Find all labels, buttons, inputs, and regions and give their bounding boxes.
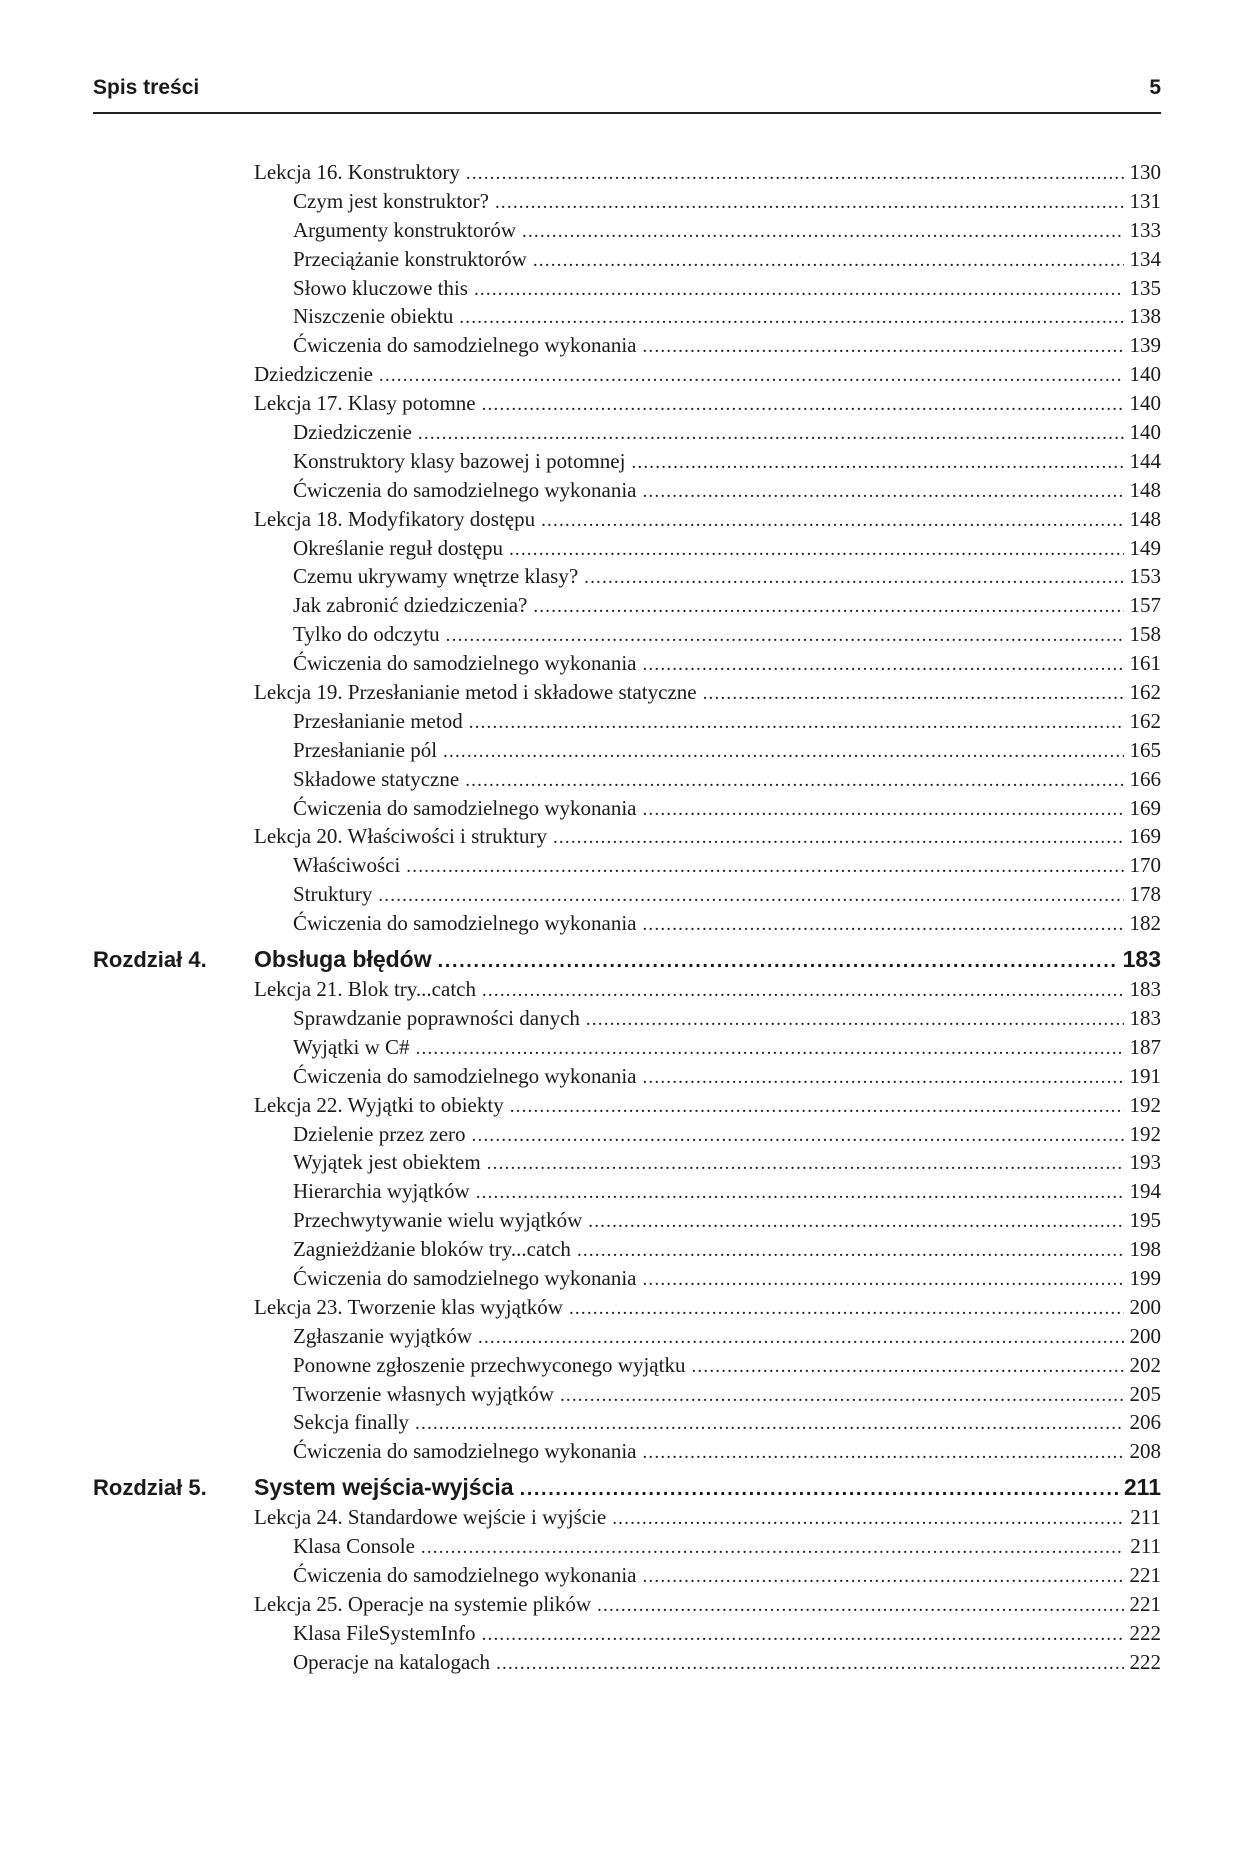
toc-entry-row xyxy=(93,765,1161,794)
dot-leader xyxy=(577,1237,1124,1266)
toc-page-number: 158 xyxy=(1129,622,1161,647)
toc-entry-row xyxy=(93,1532,1161,1561)
toc-page-number: 162 xyxy=(1129,680,1161,705)
toc-entry-title: Dzielenie przez zero xyxy=(293,1121,466,1146)
toc-entry-title: Niszczenie obiektu xyxy=(293,304,454,329)
toc-page-number: 211 xyxy=(1130,1534,1161,1559)
toc-entry-row xyxy=(93,187,1161,216)
toc-entry xyxy=(254,1472,1161,1505)
toc-page-number: 183 xyxy=(1129,977,1161,1002)
toc-entry-row xyxy=(93,591,1161,620)
toc-entry xyxy=(293,1206,1161,1237)
toc-entry-title: Ćwiczenia do samodzielnego wykonania xyxy=(293,795,637,820)
toc-entry-row xyxy=(93,331,1161,360)
dot-leader xyxy=(496,1650,1123,1679)
toc-entry-title: Klasa FileSystemInfo xyxy=(293,1620,476,1645)
toc-entry xyxy=(293,880,1161,911)
toc-entry xyxy=(293,909,1161,940)
toc-page-number: 169 xyxy=(1129,824,1161,849)
toc-entry xyxy=(293,1561,1161,1592)
dot-leader xyxy=(509,536,1124,565)
chapter-label: Rozdział 5. xyxy=(93,1475,207,1501)
toc-entry-title: Tworzenie własnych wyjątków xyxy=(293,1381,554,1406)
dot-leader xyxy=(495,189,1124,218)
toc-entry-title: Ćwiczenia do samodzielnego wykonania xyxy=(293,1439,637,1464)
table-of-contents xyxy=(93,158,1161,1677)
toc-page-number: 149 xyxy=(1129,535,1161,560)
toc-entry-row xyxy=(93,216,1161,245)
toc-entry-row xyxy=(93,1437,1161,1466)
toc-entry-row xyxy=(93,1503,1161,1532)
toc-entry-row xyxy=(93,1648,1161,1677)
toc-entry xyxy=(293,331,1161,362)
toc-entry-row xyxy=(93,1062,1161,1091)
toc-entry-title: Właściwości xyxy=(293,853,401,878)
dot-leader xyxy=(466,160,1124,189)
toc-entry-row xyxy=(93,851,1161,880)
toc-entry-title: Ćwiczenia do samodzielnego wykonania xyxy=(293,1265,637,1290)
toc-entry-title: System wejścia-wyjścia xyxy=(254,1474,514,1501)
toc-page-number: 140 xyxy=(1129,362,1161,387)
toc-entry-title: Przechwytywanie wielu wyjątków xyxy=(293,1208,583,1233)
dot-leader xyxy=(586,1006,1124,1035)
toc-entry xyxy=(293,1322,1161,1353)
toc-entry-title: Czym jest konstruktor? xyxy=(293,188,489,213)
toc-entry-row xyxy=(93,1408,1161,1437)
toc-page-number: 208 xyxy=(1129,1439,1161,1464)
dot-leader xyxy=(510,1093,1124,1122)
chapter-label: Rozdział 4. xyxy=(93,947,207,973)
toc-page-number: 148 xyxy=(1129,506,1161,531)
toc-entry xyxy=(293,851,1161,882)
toc-entry xyxy=(254,505,1161,536)
dot-leader xyxy=(487,1150,1124,1179)
dot-leader xyxy=(642,333,1123,362)
toc-entry-row xyxy=(93,389,1161,418)
toc-page-number: 144 xyxy=(1129,448,1161,473)
toc-entry xyxy=(254,975,1161,1006)
dot-leader xyxy=(476,1179,1124,1208)
toc-entry-title: Zagnieżdżanie bloków try...catch xyxy=(293,1237,571,1262)
toc-entry-row xyxy=(93,707,1161,736)
toc-entry xyxy=(293,1235,1161,1266)
toc-entry-title: Czemu ukrywamy wnętrze klasy? xyxy=(293,564,579,589)
toc-page-number: 140 xyxy=(1129,391,1161,416)
toc-entry xyxy=(293,1004,1161,1035)
toc-page-number: 130 xyxy=(1129,160,1161,184)
toc-entry xyxy=(254,389,1161,420)
toc-page-number: 192 xyxy=(1129,1121,1161,1146)
toc-entry-row xyxy=(93,1322,1161,1351)
toc-page-number: 200 xyxy=(1129,1323,1161,1348)
toc-page-number: 191 xyxy=(1129,1063,1161,1088)
toc-entry-row xyxy=(93,880,1161,909)
toc-page-number: 165 xyxy=(1129,737,1161,762)
toc-entry xyxy=(293,447,1161,478)
dot-leader xyxy=(691,1353,1123,1382)
toc-page-number: 221 xyxy=(1129,1591,1161,1616)
toc-entry-row xyxy=(93,1033,1161,1062)
toc-entry-title: Lekcja 17. Klasy potomne xyxy=(254,391,476,416)
toc-page-number: 211 xyxy=(1130,1505,1161,1530)
toc-page-number: 182 xyxy=(1129,911,1161,936)
dot-leader xyxy=(469,709,1124,738)
dot-leader xyxy=(443,738,1123,767)
toc-entry-row xyxy=(93,447,1161,476)
dot-leader xyxy=(642,478,1123,507)
toc-entry xyxy=(293,1062,1161,1093)
toc-entry-title: Wyjątek jest obiektem xyxy=(293,1150,481,1175)
toc-page-number: 221 xyxy=(1129,1562,1161,1587)
toc-entry-title: Lekcja 25. Operacje na systemie plików xyxy=(254,1591,592,1616)
toc-entry xyxy=(293,765,1161,796)
toc-entry xyxy=(293,476,1161,507)
toc-entry-title: Ćwiczenia do samodzielnego wykonania xyxy=(293,333,637,358)
toc-entry xyxy=(254,1293,1161,1324)
dot-leader xyxy=(642,1439,1123,1468)
toc-entry-row xyxy=(93,1561,1161,1590)
dot-leader xyxy=(642,1266,1123,1295)
toc-page-number: 157 xyxy=(1129,593,1161,618)
dot-leader xyxy=(520,1474,1118,1505)
toc-entry-title: Wyjątki w C# xyxy=(293,1034,410,1059)
toc-entry-row xyxy=(93,534,1161,563)
dot-leader xyxy=(474,276,1124,305)
toc-entry xyxy=(254,1590,1161,1621)
toc-entry-row xyxy=(93,245,1161,274)
toc-entry xyxy=(293,1120,1161,1151)
toc-entry-row xyxy=(93,302,1161,331)
dot-leader xyxy=(612,1505,1124,1534)
toc-entry-row xyxy=(93,1590,1161,1619)
toc-page-number: 194 xyxy=(1129,1179,1161,1204)
toc-entry-title: Lekcja 22. Wyjątki to obiekty xyxy=(254,1092,504,1117)
toc-entry xyxy=(293,187,1161,218)
toc-entry-title: Klasa Console xyxy=(293,1534,415,1559)
toc-entry-row xyxy=(93,1380,1161,1409)
toc-entry-row xyxy=(93,1619,1161,1648)
toc-page-number: 211 xyxy=(1123,1474,1161,1501)
toc-entry-row xyxy=(93,649,1161,678)
toc-entry-row xyxy=(93,158,1161,187)
toc-page-number: 135 xyxy=(1129,275,1161,300)
toc-entry xyxy=(293,1437,1161,1468)
toc-entry xyxy=(293,1351,1161,1382)
toc-page-number: 187 xyxy=(1129,1034,1161,1059)
toc-entry-title: Ćwiczenia do samodzielnego wykonania xyxy=(293,651,637,676)
toc-entry xyxy=(293,1033,1161,1064)
toc-entry xyxy=(254,944,1161,977)
toc-page-number: 148 xyxy=(1129,477,1161,502)
dot-leader xyxy=(438,946,1117,977)
toc-page-number: 140 xyxy=(1129,420,1161,445)
dot-leader xyxy=(459,304,1123,333)
toc-entry-row xyxy=(93,562,1161,591)
toc-entry xyxy=(293,274,1161,305)
toc-entry xyxy=(254,822,1161,853)
toc-entry-title: Tylko do odczytu xyxy=(293,622,440,647)
toc-entry-title: Słowo kluczowe this xyxy=(293,275,468,300)
page-number: 5 xyxy=(1149,76,1161,99)
dot-leader xyxy=(415,1410,1123,1439)
toc-entry xyxy=(293,707,1161,738)
toc-page-number: 199 xyxy=(1129,1265,1161,1290)
toc-entry xyxy=(293,794,1161,825)
toc-entry-title: Lekcja 24. Standardowe wejście i wyjście xyxy=(254,1505,607,1530)
toc-entry-row xyxy=(93,1235,1161,1264)
toc-entry-row xyxy=(93,274,1161,303)
dot-leader xyxy=(642,796,1123,825)
toc-page-number: 222 xyxy=(1129,1649,1161,1674)
dot-leader xyxy=(642,1563,1123,1592)
toc-entry xyxy=(293,1177,1161,1208)
dot-leader xyxy=(482,391,1124,420)
toc-entry-title: Lekcja 18. Modyfikatory dostępu xyxy=(254,506,536,531)
toc-page-number: 166 xyxy=(1129,766,1161,791)
toc-page-number: 200 xyxy=(1129,1294,1161,1319)
dot-leader xyxy=(446,622,1124,651)
toc-entry-title: Ćwiczenia do samodzielnego wykonania xyxy=(293,477,637,502)
toc-entry xyxy=(254,158,1161,189)
dot-leader xyxy=(482,977,1124,1006)
toc-entry xyxy=(293,418,1161,449)
toc-page-number: 192 xyxy=(1129,1092,1161,1117)
toc-page-number: 169 xyxy=(1129,795,1161,820)
toc-entry-row xyxy=(93,1177,1161,1206)
toc-page-number: 222 xyxy=(1129,1620,1161,1645)
toc-page-number: 183 xyxy=(1122,946,1161,973)
dot-leader xyxy=(482,1621,1124,1650)
toc-page-number: 183 xyxy=(1129,1005,1161,1030)
toc-entry-row xyxy=(93,418,1161,447)
toc-entry-row xyxy=(93,794,1161,823)
toc-entry-row xyxy=(93,620,1161,649)
toc-entry-title: Ćwiczenia do samodzielnego wykonania xyxy=(293,911,637,936)
toc-page-number: 178 xyxy=(1129,882,1161,907)
toc-entry xyxy=(293,216,1161,247)
toc-entry-row xyxy=(93,1091,1161,1120)
toc-entry-title: Dziedziczenie xyxy=(254,362,373,387)
toc-entry-title: Struktury xyxy=(293,882,373,907)
toc-entry-title: Ćwiczenia do samodzielnego wykonania xyxy=(293,1063,637,1088)
dot-leader xyxy=(584,564,1123,593)
toc-entry xyxy=(293,620,1161,651)
toc-entry-title: Sprawdzanie poprawności danych xyxy=(293,1005,580,1030)
toc-entry-title: Hierarchia wyjątków xyxy=(293,1179,470,1204)
toc-page-number: 205 xyxy=(1129,1381,1161,1406)
toc-entry-title: Obsługa błędów xyxy=(254,946,432,973)
toc-entry-title: Argumenty konstruktorów xyxy=(293,217,517,242)
toc-entry xyxy=(293,591,1161,622)
toc-entry-title: Przeciążanie konstruktorów xyxy=(293,246,527,271)
toc-entry xyxy=(254,678,1161,709)
toc-page-number: 153 xyxy=(1129,564,1161,589)
toc-entry-title: Lekcja 21. Blok try...catch xyxy=(254,977,476,1002)
toc-entry xyxy=(293,1148,1161,1179)
toc-page-number: 206 xyxy=(1129,1410,1161,1435)
toc-page-number: 162 xyxy=(1129,708,1161,733)
toc-entry-title: Dziedziczenie xyxy=(293,420,412,445)
toc-chapter-row xyxy=(93,944,1161,975)
toc-page-number: 195 xyxy=(1129,1208,1161,1233)
dot-leader xyxy=(418,420,1124,449)
toc-entry xyxy=(293,562,1161,593)
toc-page-number: 170 xyxy=(1129,853,1161,878)
toc-entry xyxy=(293,1648,1161,1679)
toc-entry-row xyxy=(93,1351,1161,1380)
toc-entry xyxy=(254,1091,1161,1122)
toc-entry-title: Przesłanianie metod xyxy=(293,708,463,733)
dot-leader xyxy=(533,593,1123,622)
page-header xyxy=(93,74,1161,114)
toc-entry xyxy=(293,1619,1161,1650)
dot-leader xyxy=(478,1324,1123,1353)
dot-leader xyxy=(379,362,1124,391)
toc-entry-title: Składowe statyczne xyxy=(293,766,460,791)
toc-page-number: 202 xyxy=(1129,1352,1161,1377)
toc-entry-row xyxy=(93,476,1161,505)
toc-entry xyxy=(293,1264,1161,1295)
dot-leader xyxy=(597,1592,1123,1621)
toc-entry-title: Ćwiczenia do samodzielnego wykonania xyxy=(293,1562,637,1587)
dot-leader xyxy=(378,882,1123,911)
dot-leader xyxy=(416,1035,1124,1064)
toc-entry-title: Lekcja 19. Przesłanianie metod i składowe statyczne xyxy=(254,680,697,705)
toc-entry-row xyxy=(93,1120,1161,1149)
toc-entry-row xyxy=(93,1293,1161,1322)
dot-leader xyxy=(533,247,1124,276)
toc-entry-row xyxy=(93,736,1161,765)
dot-leader xyxy=(569,1295,1124,1324)
dot-leader xyxy=(588,1208,1123,1237)
toc-entry-title: Konstruktory klasy bazowej i potomnej xyxy=(293,448,626,473)
dot-leader xyxy=(703,680,1124,709)
toc-entry-title: Sekcja finally xyxy=(293,1410,410,1435)
toc-entry-row xyxy=(93,822,1161,851)
dot-leader xyxy=(631,449,1123,478)
toc-entry xyxy=(293,1532,1161,1563)
toc-page-number: 138 xyxy=(1129,304,1161,329)
dot-leader xyxy=(406,853,1123,882)
toc-entry-row xyxy=(93,1206,1161,1235)
dot-leader xyxy=(421,1534,1124,1563)
dot-leader xyxy=(541,507,1123,536)
toc-entry-title: Przesłanianie pól xyxy=(293,737,438,762)
toc-page-number: 161 xyxy=(1129,651,1161,676)
toc-entry-title: Określanie reguł dostępu xyxy=(293,535,503,560)
toc-page-number: 133 xyxy=(1129,217,1161,242)
toc-entry xyxy=(293,1380,1161,1411)
toc-entry xyxy=(293,649,1161,680)
toc-page-number: 134 xyxy=(1129,246,1161,271)
toc-entry-row xyxy=(93,678,1161,707)
toc-entry xyxy=(293,302,1161,333)
dot-leader xyxy=(642,1064,1123,1093)
toc-entry-row xyxy=(93,505,1161,534)
toc-entry-title: Zgłaszanie wyjątków xyxy=(293,1323,473,1348)
toc-entry-title: Lekcja 23. Tworzenie klas wyjątków xyxy=(254,1294,563,1319)
toc-entry-title: Operacje na katalogach xyxy=(293,1649,491,1674)
toc-entry-title: Ponowne zgłoszenie przechwyconego wyjątku xyxy=(293,1352,686,1377)
toc-chapter-row xyxy=(93,1472,1161,1503)
toc-entry-title: Lekcja 20. Właściwości i struktury xyxy=(254,824,547,849)
toc-entry xyxy=(293,1408,1161,1439)
dot-leader xyxy=(465,767,1123,796)
toc-entry-row xyxy=(93,1148,1161,1177)
dot-leader xyxy=(560,1382,1124,1411)
toc-entry xyxy=(293,534,1161,565)
toc-entry xyxy=(254,1503,1161,1534)
toc-entry-row xyxy=(93,909,1161,938)
dot-leader xyxy=(522,218,1123,247)
toc-entry-title: Jak zabronić dziedziczenia? xyxy=(293,593,528,618)
toc-page-number: 139 xyxy=(1129,333,1161,358)
toc-entry-row xyxy=(93,1264,1161,1293)
toc-page-number: 131 xyxy=(1129,188,1161,213)
toc-entry xyxy=(293,245,1161,276)
toc-entry xyxy=(254,360,1161,391)
dot-leader xyxy=(472,1122,1124,1151)
dot-leader xyxy=(553,824,1124,853)
toc-entry-row xyxy=(93,1004,1161,1033)
dot-leader xyxy=(642,651,1123,680)
toc-entry-row xyxy=(93,975,1161,1004)
toc-entry-title: Lekcja 16. Konstruktory xyxy=(254,160,460,184)
toc-entry-row xyxy=(93,360,1161,389)
running-header-title: Spis treści xyxy=(93,76,200,99)
toc-page-number: 193 xyxy=(1129,1150,1161,1175)
toc-page-number: 198 xyxy=(1129,1237,1161,1262)
dot-leader xyxy=(642,911,1123,940)
toc-entry xyxy=(293,736,1161,767)
